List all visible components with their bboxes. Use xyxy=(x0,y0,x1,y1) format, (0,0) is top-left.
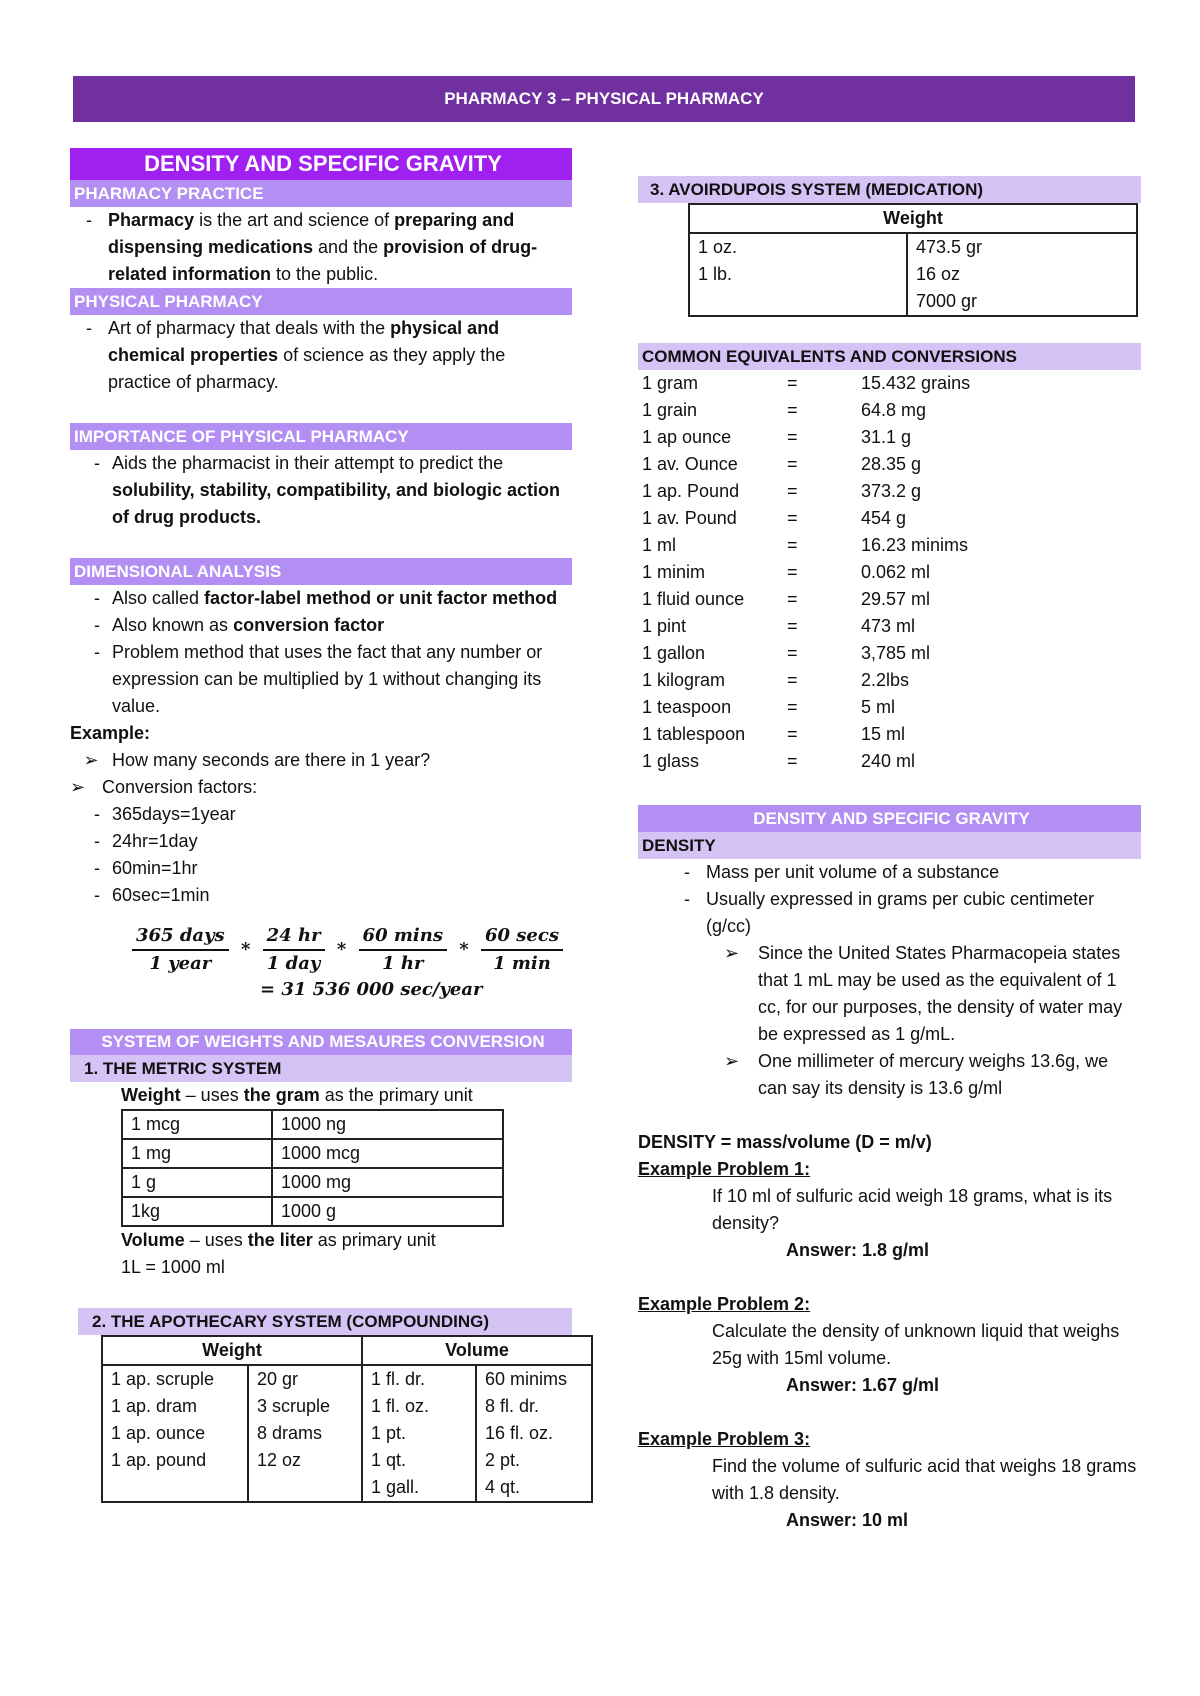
table-row: 1kg 1000 g xyxy=(122,1197,503,1226)
apothecary-table xyxy=(101,1335,593,1503)
list-item: - 60sec=1min xyxy=(94,885,210,905)
weights-measures-header: SYSTEM OF WEIGHTS AND MESAURES CONVERSION xyxy=(70,1029,572,1055)
dash-bullet: - xyxy=(94,453,100,473)
conversion-formula: $\frac{\text{365 days}}{\text{1 year}}$ * $\frac{24 hr}{\text{1 day}}$ * $\frac{60 \min s}{1 hr}$ * $\frac{60 \sec s}{1 \min}$ = 31 536 000 sec/year xyxy=(70,923,572,1003)
list-item: 1 ap. Pound = 373.2 g xyxy=(642,481,922,501)
example-problem-3-text: Find the volume of sulfuric acid that weighs 18 grams with 1.8 density. xyxy=(712,1456,1137,1503)
avoir-values: 473.5 gr 16 oz 7000 gr xyxy=(907,233,1137,316)
list-item: 1 glass = 240 ml xyxy=(642,751,916,771)
list-item: - Problem method that uses the fact that any number or expression can be multiplied by 1 without changing its value. xyxy=(82,639,572,720)
list-item: - 24hr=1day xyxy=(94,831,198,851)
example-problem-3-title: Example Problem 3: xyxy=(638,1429,811,1449)
dash-bullet: - xyxy=(94,588,100,608)
pharmacy-definition: Pharmacy is the art and science of preparing and dispensing medications and the provision of drug-related information to the public. xyxy=(108,210,538,284)
dash-bullet: - xyxy=(94,642,100,662)
list-item: - Mass per unit volume of a substance xyxy=(684,862,1000,882)
example-problem-1-answer: Answer: 1.8 g/ml xyxy=(786,1240,930,1260)
right-column xyxy=(638,176,1141,1534)
apothecary-header: 2. THE APOTHECARY SYSTEM (COMPOUNDING) xyxy=(78,1308,572,1335)
apoth-volume-values: 60 minims 8 fl. dr. 16 fl. oz. 2 pt. 4 qt. xyxy=(476,1365,592,1502)
example-label: Example: xyxy=(70,723,151,743)
list-item: 1 fluid ounce = 29.57 ml xyxy=(642,589,931,609)
apoth-volume-units: 1 fl. dr. 1 fl. oz. 1 pt. 1 qt. 1 gall. xyxy=(362,1365,476,1502)
avoirdupois-header: 3. AVOIRDUPOIS SYSTEM (MEDICATION) xyxy=(638,176,1141,203)
metric-volume-note: Volume – uses the liter as primary unit xyxy=(121,1230,436,1250)
table-row: Weight Volume xyxy=(102,1336,592,1365)
apoth-weight-units: 1 ap. scruple 1 ap. dram 1 ap. ounce 1 ap. pound xyxy=(102,1365,248,1502)
table-row xyxy=(689,233,1137,316)
list-item: - 365days=1year xyxy=(94,804,236,824)
doc-title: DENSITY AND SPECIFIC GRAVITY xyxy=(70,148,572,180)
conversion-factor-list xyxy=(70,801,572,909)
list-item xyxy=(70,315,572,396)
arrow-bullet-icon: ➢ xyxy=(724,1051,740,1071)
common-equivalents-header: COMMON EQUIVALENTS AND CONVERSIONS xyxy=(638,343,1141,370)
dsg-section-header: DENSITY AND SPECIFIC GRAVITY xyxy=(638,805,1141,832)
list-item: ➢ How many seconds are there in 1 year? xyxy=(70,747,572,774)
list-item: - Usually expressed in grams per cubic centimeter (g/cc) xyxy=(684,889,1095,936)
table-row: 1 mg 1000 mcg xyxy=(122,1139,503,1168)
list-item: 1 av. Pound = 454 g xyxy=(642,508,907,528)
metric-system-header: 1. THE METRIC SYSTEM xyxy=(70,1055,572,1082)
example-problem-2-text: Calculate the density of unknown liquid that weighs 25g with 15ml volume. xyxy=(712,1321,1120,1368)
dimensional-analysis-header: DIMENSIONAL ANALYSIS xyxy=(70,558,572,585)
list-item: - Also called factor-label method or unit factor method xyxy=(82,585,572,612)
example-problem-2-answer: Answer: 1.67 g/ml xyxy=(786,1375,940,1395)
apoth-weight-values: 20 gr 3 scruple 8 drams 12 oz xyxy=(248,1365,362,1502)
list-item: ➢ Conversion factors: xyxy=(70,774,572,801)
list-item: 1 ml = 16.23 minims xyxy=(642,535,969,555)
metric-table xyxy=(121,1109,504,1227)
list-item: - Also known as conversion factor xyxy=(82,612,572,639)
metric-weight-note: Weight – uses the gram as the primary unit xyxy=(121,1085,473,1105)
table-row: 1 g 1000 mg xyxy=(122,1168,503,1197)
liter-equivalent: 1L = 1000 ml xyxy=(121,1257,225,1277)
arrow-bullet-icon: ➢ xyxy=(83,750,99,770)
left-column xyxy=(70,148,572,1503)
table-row: 1 mcg 1000 ng xyxy=(122,1110,503,1139)
example-problem-2-title: Example Problem 2: xyxy=(638,1294,811,1314)
list-item: 1 minim = 0.062 ml xyxy=(642,562,931,582)
arrow-bullet-icon: ➢ xyxy=(70,777,86,797)
example-problem-3-answer: Answer: 10 ml xyxy=(786,1510,909,1530)
table-row xyxy=(102,1365,592,1502)
arrow-bullet-icon: ➢ xyxy=(724,943,740,963)
pharmacy-practice-header: PHARMACY PRACTICE xyxy=(70,180,572,207)
importance-header: IMPORTANCE OF PHYSICAL PHARMACY xyxy=(70,423,572,450)
list-item: 1 gallon = 3,785 ml xyxy=(642,643,931,663)
list-item: - 60min=1hr xyxy=(94,858,198,878)
list-item xyxy=(70,207,572,288)
example-problem-1-title: Example Problem 1: xyxy=(638,1159,811,1179)
list-item: 1 kilogram = 2.2lbs xyxy=(642,670,910,690)
importance-text: Aids the pharmacist in their attempt to predict the solubility, stability, compatibility, and biologic action of drug products. xyxy=(112,453,561,527)
list-item: 1 ap ounce = 31.1 g xyxy=(642,427,912,447)
avoirdupois-table xyxy=(688,203,1138,317)
list-item: 1 gram = 15.432 grains xyxy=(642,373,971,393)
list-item: ➢ One millimeter of mercury weighs 13.6g, we can say its density is 13.6 g/ml xyxy=(724,1048,1141,1102)
list-item: 1 pint = 473 ml xyxy=(642,616,916,636)
example-problem-1-text: If 10 ml of sulfuric acid weigh 18 grams, what is its density? xyxy=(712,1186,1113,1233)
dash-bullet: - xyxy=(86,210,92,230)
list-item xyxy=(70,450,572,531)
physical-pharmacy-definition: Art of pharmacy that deals with the physical and chemical properties of science as they apply the practice of pharmacy. xyxy=(108,318,506,392)
density-formula: DENSITY = mass/volume (D = m/v) xyxy=(638,1132,932,1152)
list-item: 1 grain = 64.8 mg xyxy=(642,400,927,420)
list-item: 1 teaspoon = 5 ml xyxy=(642,697,896,717)
list-item: 1 tablespoon = 15 ml xyxy=(642,724,906,744)
dash-bullet: - xyxy=(86,318,92,338)
list-item: ➢ Since the United States Pharmacopeia states that 1 mL may be used as the equivalent of 1 cc, for our purposes, the density of water may be expressed as 1 g/mL. xyxy=(724,940,1141,1048)
list-item: 1 av. Ounce = 28.35 g xyxy=(642,454,922,474)
dash-bullet: - xyxy=(94,615,100,635)
equivalents-list xyxy=(638,370,1141,775)
avoir-units: 1 oz. 1 lb. xyxy=(689,233,907,316)
density-header: DENSITY xyxy=(638,832,1141,859)
page-banner: PHARMACY 3 – PHYSICAL PHARMACY xyxy=(73,76,1135,122)
physical-pharmacy-header: PHYSICAL PHARMACY xyxy=(70,288,572,315)
table-row: Weight xyxy=(689,204,1137,233)
